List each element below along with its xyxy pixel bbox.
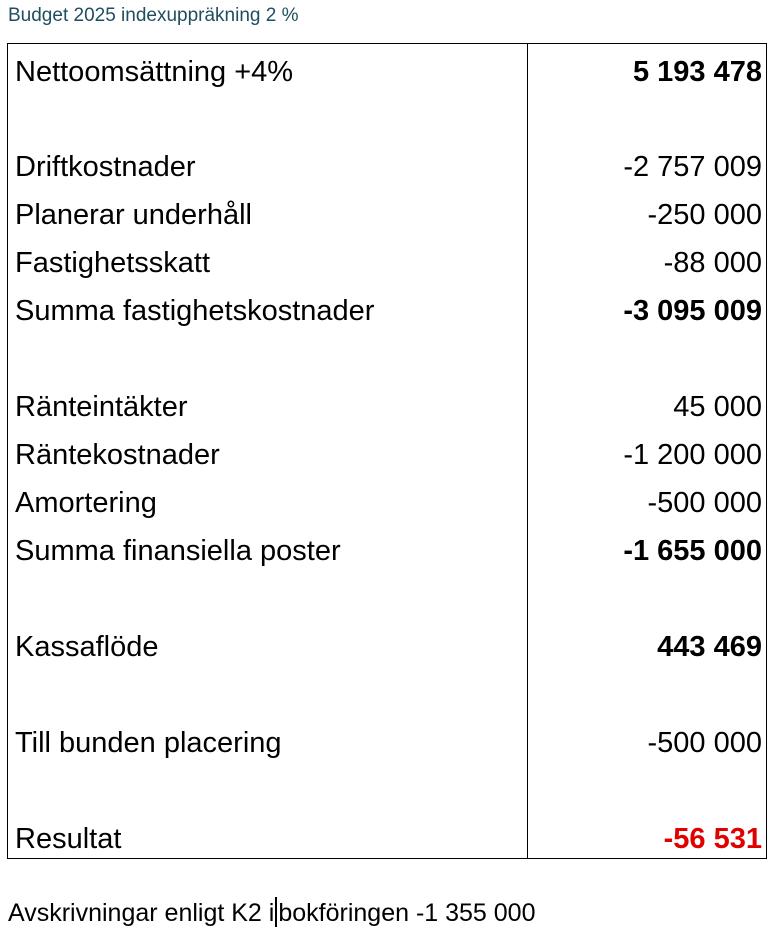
table-row-resultat [8, 815, 766, 863]
footnote[interactable] [8, 897, 536, 928]
row-label: Fastighetsskatt [15, 247, 211, 279]
table-row-till-bunden-placering [8, 719, 766, 767]
table-row-amortering [8, 479, 766, 527]
row-value: -1 655 000 [623, 535, 762, 567]
page-title: Budget 2025 indexuppräkning 2 % [8, 5, 299, 26]
table-row-fastighetsskatt [8, 239, 766, 287]
row-label: Ränteintäkter [15, 391, 188, 423]
result-value: -56 531 [663, 823, 762, 855]
row-value: -2 757 009 [623, 151, 762, 183]
table-row-summa-finansiella-poster [8, 527, 766, 575]
row-label: Planerar underhåll [15, 199, 252, 231]
table-row-planerat-underhall [8, 191, 766, 239]
row-value: 45 000 [673, 391, 762, 423]
row-value: 443 469 [657, 631, 762, 663]
footnote-text-after-cursor: bokföringen -1 355 000 [278, 899, 536, 927]
row-label: Summa fastighetskostnader [15, 295, 375, 327]
row-value: -3 095 009 [623, 295, 762, 327]
row-value: -250 000 [647, 199, 762, 231]
row-value: -1 200 000 [623, 439, 762, 471]
table-row-ranteintakter [8, 383, 766, 431]
budget-table [7, 43, 767, 859]
row-label: Summa finansiella poster [15, 535, 341, 567]
row-value: -500 000 [647, 727, 762, 759]
table-row-rantekostnader [8, 431, 766, 479]
row-value: -88 000 [663, 247, 762, 279]
row-label: Kassaflöde [15, 631, 159, 663]
row-label: Räntekostnader [15, 439, 220, 471]
row-value: -500 000 [647, 487, 762, 519]
row-label: Amortering [15, 487, 157, 519]
row-label: Nettoomsättning +4% [15, 56, 294, 88]
table-row-driftkostnader [8, 143, 766, 191]
row-label: Driftkostnader [15, 151, 196, 183]
table-row-nettoomsattning [8, 48, 766, 96]
table-row-kassaflode [8, 623, 766, 671]
row-value: 5 193 478 [632, 56, 762, 88]
row-label: Resultat [15, 823, 122, 855]
table-row-summa-fastighetskostnader [8, 287, 766, 335]
footnote-text-before-cursor: Avskrivningar enligt K2 i [8, 899, 275, 927]
row-label: Till bunden placering [15, 727, 282, 759]
